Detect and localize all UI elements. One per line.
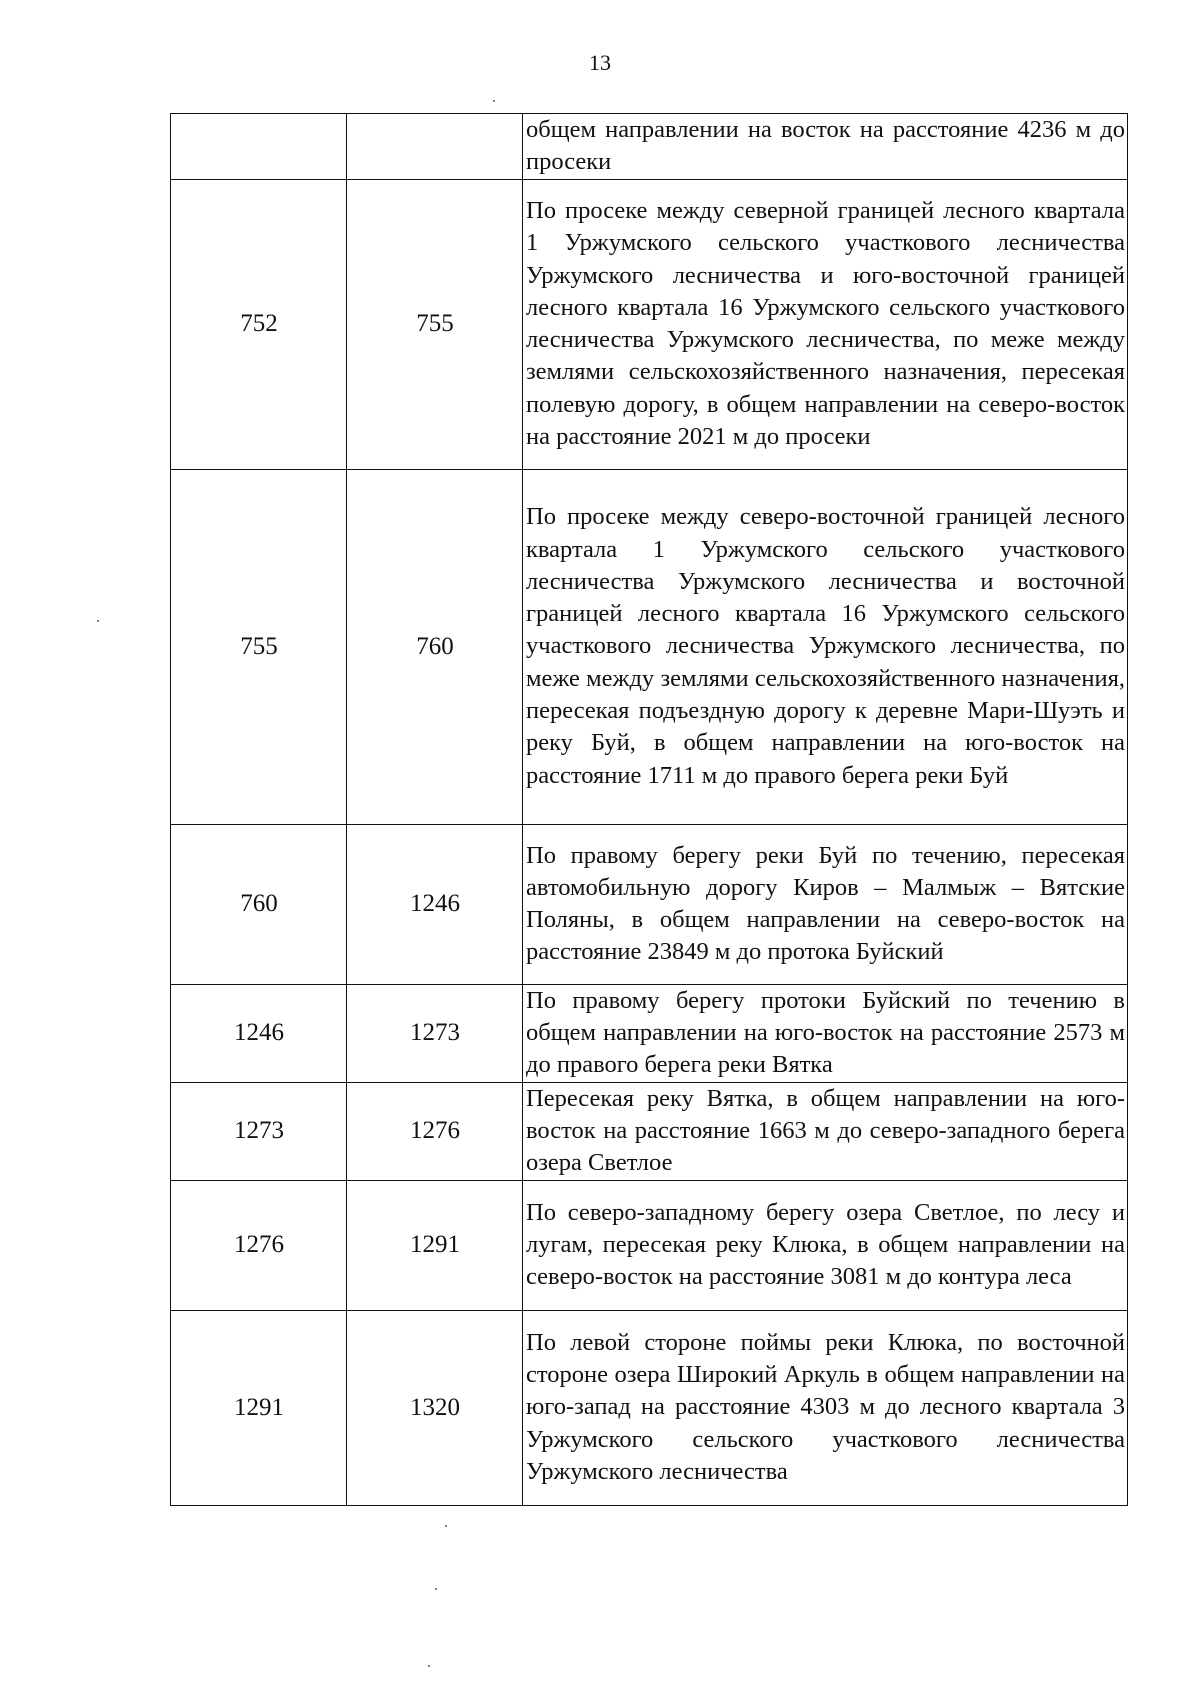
table-row bbox=[171, 114, 1128, 180]
point-to-cell: 1291 bbox=[347, 1180, 523, 1310]
boundary-description-cell: По правому берегу реки Буй по течению, пересекая автомобильную дорогу Киров – Малмыж – Вятские Поляны, в общем направлении на северо-восток на расстояние 23849 м до протока Буйский bbox=[523, 824, 1128, 984]
boundary-description-cell: По просеке между северной границей лесного квартала 1 Уржумского сельского участкового лесничества Уржумского лесничества и юго-восточной границей лесного квартала 16 Уржумского сельского участкового лесничества Уржумского лесничества, по меже между землями сельскохозяйственного назначения, пересекая полевую дорогу, в общем направлении на северо-восток на расстояние 2021 м до просеки bbox=[523, 179, 1128, 469]
boundary-description-cell: Пересекая реку Вятка, в общем направлении на юго-восток на расстояние 1663 м до северо-западного берега озера Светлое bbox=[523, 1082, 1128, 1180]
point-from-cell: 755 bbox=[171, 469, 347, 824]
table-row bbox=[171, 469, 1128, 824]
point-from-cell: 1291 bbox=[171, 1310, 347, 1505]
boundary-description-cell: По просеке между северо-восточной границей лесного квартала 1 Уржумского сельского участкового лесничества Уржумского лесничества и восточной границей лесного квартала 16 Уржумского сельского участкового лесничества Уржумского лесничества, по меже между землями сельскохозяйственного назначения, пересекая подъездную дорогу к деревне Мари-Шуэть и реку Буй, в общем направлении на юго-восток на расстояние 1711 м до правого берега реки Буй bbox=[523, 469, 1128, 824]
point-from-cell: 1246 bbox=[171, 984, 347, 1082]
point-from-cell: 1273 bbox=[171, 1082, 347, 1180]
point-from-cell: 1276 bbox=[171, 1180, 347, 1310]
scan-speck bbox=[493, 100, 495, 102]
point-to-cell: 1273 bbox=[347, 984, 523, 1082]
point-to-cell: 755 bbox=[347, 179, 523, 469]
boundary-description-table bbox=[170, 113, 1128, 1506]
boundary-description-cell: По северо-западному берегу озера Светлое, по лесу и лугам, пересекая реку Клюка, в общем направлении на северо-восток на расстояние 3081 м до контура леса bbox=[523, 1180, 1128, 1310]
point-to-cell: 1320 bbox=[347, 1310, 523, 1505]
point-to-cell bbox=[347, 114, 523, 180]
table-row bbox=[171, 824, 1128, 984]
scan-speck bbox=[97, 620, 99, 622]
point-from-cell: 760 bbox=[171, 824, 347, 984]
table-row bbox=[171, 1180, 1128, 1310]
scan-speck bbox=[428, 1665, 430, 1667]
table-row bbox=[171, 1082, 1128, 1180]
point-to-cell: 760 bbox=[347, 469, 523, 824]
page-number: 13 bbox=[589, 50, 611, 75]
table-row bbox=[171, 1310, 1128, 1505]
boundary-description-cell: общем направлении на восток на расстояние 4236 м до просеки bbox=[523, 114, 1128, 180]
point-to-cell: 1276 bbox=[347, 1082, 523, 1180]
boundary-description-cell: По левой стороне поймы реки Клюка, по восточной стороне озера Широкий Аркуль в общем направлении на юго-запад на расстояние 4303 м до лесного квартала 3 Уржумского сельского участкового лесничества Уржумского лесничества bbox=[523, 1310, 1128, 1505]
scan-speck bbox=[445, 1525, 447, 1527]
table-row bbox=[171, 984, 1128, 1082]
scan-speck bbox=[435, 1588, 437, 1590]
point-to-cell: 1246 bbox=[347, 824, 523, 984]
point-from-cell: 752 bbox=[171, 179, 347, 469]
boundary-description-cell: По правому берегу протоки Буйский по течению в общем направлении на юго-восток на расстояние 2573 м до правого берега реки Вятка bbox=[523, 984, 1128, 1082]
point-from-cell bbox=[171, 114, 347, 180]
table-row bbox=[171, 179, 1128, 469]
